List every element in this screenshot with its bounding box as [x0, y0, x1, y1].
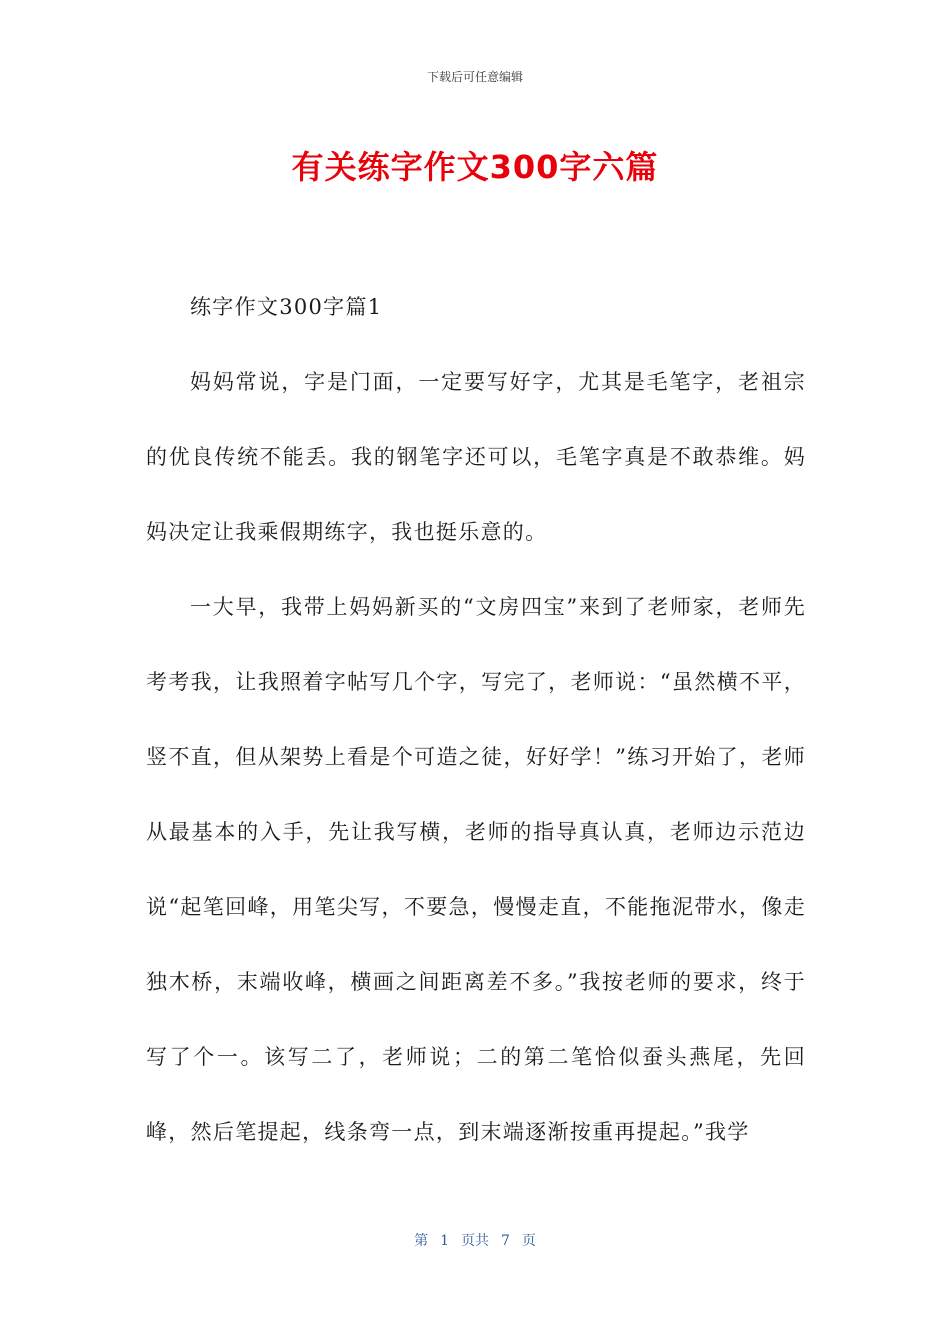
paragraph: 妈妈常说，字是门面，一定要写好字，尤其是毛笔字，老祖宗的优良传统不能丢。我的钢笔字还可以，毛笔字真是不敢恭维。妈妈决定让我乘假期练字，我也挺乐意的。 — [146, 370, 806, 544]
section-heading: 练字作文300字篇1 — [190, 295, 383, 319]
page-label-mid: 页共 — [461, 1233, 489, 1249]
page-label-suffix: 页 — [521, 1233, 536, 1249]
total-pages: 7 — [501, 1233, 510, 1249]
page-number: 1 — [440, 1233, 449, 1249]
page-label-prefix: 第 — [414, 1233, 429, 1249]
document-title: 有关练字作文300字六篇 — [291, 148, 659, 186]
document-body — [146, 270, 806, 1170]
header-note: 下载后可任意编辑 — [426, 70, 523, 84]
page-footer — [0, 1230, 950, 1250]
paragraph: 一大早，我带上妈妈新买的“文房四宝”来到了老师家，老师先考考我，让我照着字帖写几个字，写完了，老师说：“虽然横不平，竖不直，但从架势上看是个可造之徒，好好学！”练习开始了，老师从最基本的入手，先让我写横，老师的指导真认真，老师边示范边说“起笔回峰，用笔尖写，不要急，慢慢走直，不能拖泥带水，像走独木桥，末端收峰，横画之间距离差不多。”我按老师的要求，终于写了个一。该写二了，老师说；二的第二笔恰似蚕头燕尾，先回峰，然后笔提起，线条弯一点，到末端逐渐按重再提起。”我学 — [146, 595, 806, 1144]
